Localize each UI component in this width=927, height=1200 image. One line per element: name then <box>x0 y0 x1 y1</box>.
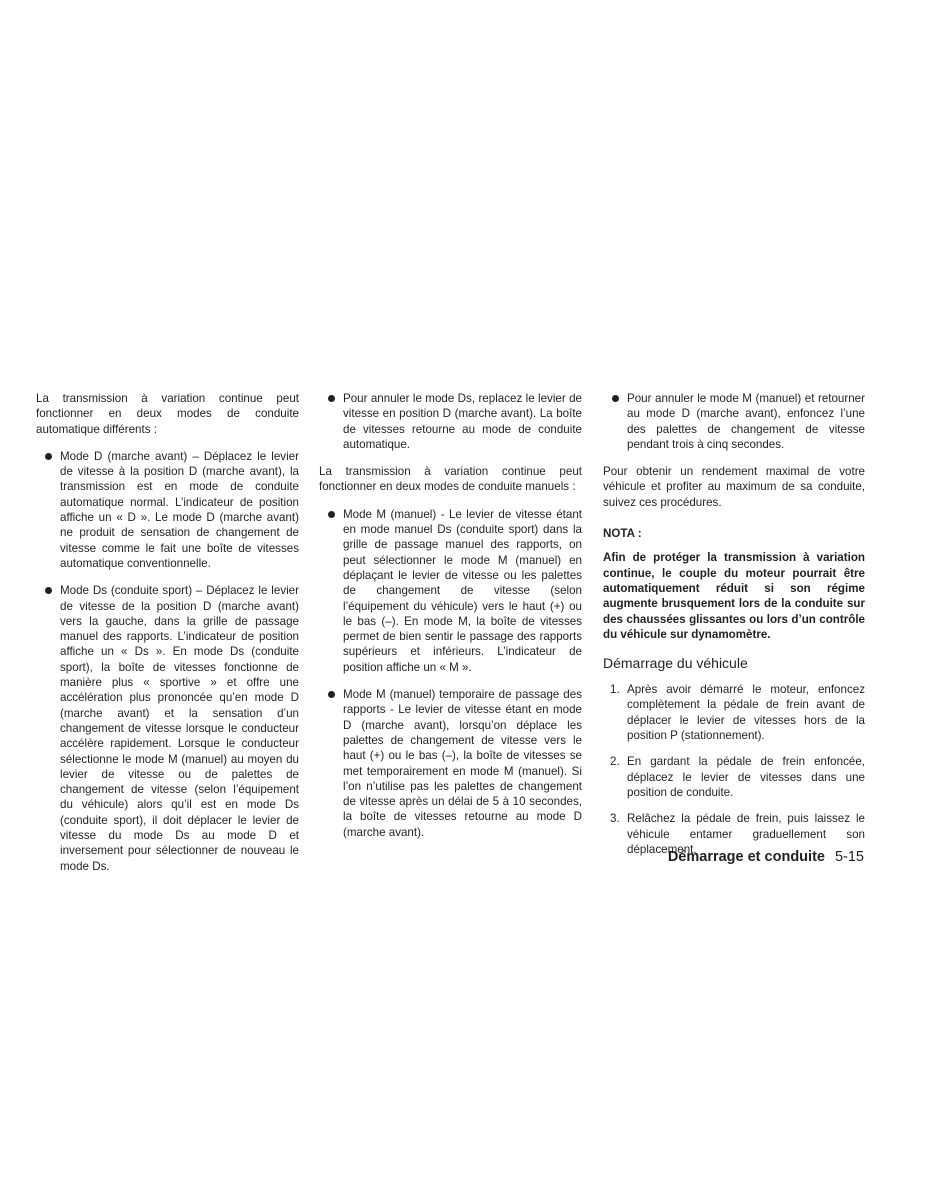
nota-title: NOTA : <box>603 527 642 541</box>
column-middle <box>319 391 582 852</box>
manual-intro-paragraph: La transmission à variation continue peut fonctionner en deux modes de conduite manuels : <box>319 465 582 494</box>
performance-paragraph: Pour obtenir un rendement maximal de votre véhicule et profiter au maximum de sa conduite, suivez ces procédures. <box>603 465 865 509</box>
page-number: 5-15 <box>834 849 864 865</box>
bullet-mode-d: Mode D (marche avant) – Déplacez le levier de vitesse à la position D (marche avant), la transmission est en mode de conduite automatique normal. L’indicateur de position affiche un « D ». Le mode D (marche avant) ne produit de sensation de changement de vitesse comme le fait une boîte de vitesses automatique conventionnelle. <box>36 449 299 571</box>
bullet-mode-m: Mode M (manuel) - Le levier de vitesse étant en mode manuel Ds (conduite sport) dans la grille de passage manuel des rapports, on peut sélectionner le mode M (manuel) en déplaçant le levier de vitesse ou les palettes de changement de vitesse (selon l’équipement du véhicule) vers le haut (+) ou le bas (–). En mode M, la boîte de vitesses permet de bien sentir le passage des rapports supérieurs et inférieurs. L’indicateur de position affiche un « M ». <box>319 507 582 675</box>
bullet-mode-ds: Mode Ds (conduite sport) – Déplacez le levier de vitesse de la position D (marche avant) vers la gauche, dans la grille de passage manuel des rapports. L’indicateur de position affiche un « Ds ». En mode Ds (conduite sport), la boîte de vitesses fonctionne de manière plus « sportive » et offre une accélération plus prononcée qu’en mode D (marche avant) et la sensation d’un changement de vitesse lorsque le conducteur accélère rapidement. Lorsque le conducteur sélectionne le mode M (manuel) au moyen du levier de vitesse ou de palettes de changement de vitesse (selon l’équipement du véhicule) alors qu’il est en mode Ds (conduite sport), il doit déplacer le levier de vitesse du mode Ds au mode D et inversement pour sélectionner de nouveau le mode Ds. <box>36 583 299 874</box>
manual-modes-list <box>319 507 582 840</box>
auto-modes-list <box>36 449 299 874</box>
bullet-cancel-ds: Pour annuler le mode Ds, replacez le levier de vitesse en position D (marche avant). La boîte de vitesses retourne au mode de conduite automatique. <box>319 391 582 452</box>
cancel-ds-list <box>319 391 582 452</box>
step-number: 1. <box>610 683 620 697</box>
step-number: 3. <box>610 812 620 826</box>
nota-body: Afin de protéger la transmission à variation continue, le couple du moteur pourrait être automatiquement réduit si son régime augmente brusquement lors de la conduite sur des chaussées glissantes ou lors d’un contrôle du véhicule sur dynamomètre. <box>603 551 865 641</box>
step-text: Après avoir démarré le moteur, enfoncez complètement la pédale de frein avant de déplacer le levier de vitesses hors de la position P (stationnement). <box>627 683 865 743</box>
start-steps-list <box>603 682 865 857</box>
bullet-mode-m-temporary: Mode M (manuel) temporaire de passage des rapports - Le levier de vitesse étant en mode D (marche avant), lorsqu’on déplace les palettes de changement de vitesse vers le haut (+) ou le bas (–), la boîte de vitesses se met temporairement en mode M (manuel). Si l’on n’utilise pas les palettes de changement de vitesse après un délai de 5 à 10 secondes, la boîte de vitesses retourne au mode D (marche avant). <box>319 687 582 840</box>
page-footer <box>560 848 864 866</box>
column-right <box>603 391 865 868</box>
step-item <box>603 754 865 800</box>
step-number: 2. <box>610 755 620 769</box>
step-text: Relâchez la pédale de frein, puis laissez le véhicule entamer graduellement son déplacement. <box>627 812 865 856</box>
cancel-m-list <box>603 391 865 452</box>
step-item <box>603 682 865 743</box>
step-text: En gardant la pédale de frein enfoncée, déplacez le levier de vitesses dans une position de conduite. <box>627 755 865 799</box>
footer-section-title: Démarrage et conduite <box>667 849 825 865</box>
intro-paragraph: La transmission à variation continue peut fonctionner en deux modes de conduite automatique différents : <box>36 392 299 436</box>
bullet-cancel-m: Pour annuler le mode M (manuel) et retourner au mode D (marche avant), enfoncez l’une des palettes de changement de vitesse pendant trois à cinq secondes. <box>603 391 865 452</box>
column-left <box>36 391 299 886</box>
section-heading: Démarrage du véhicule <box>603 655 748 672</box>
